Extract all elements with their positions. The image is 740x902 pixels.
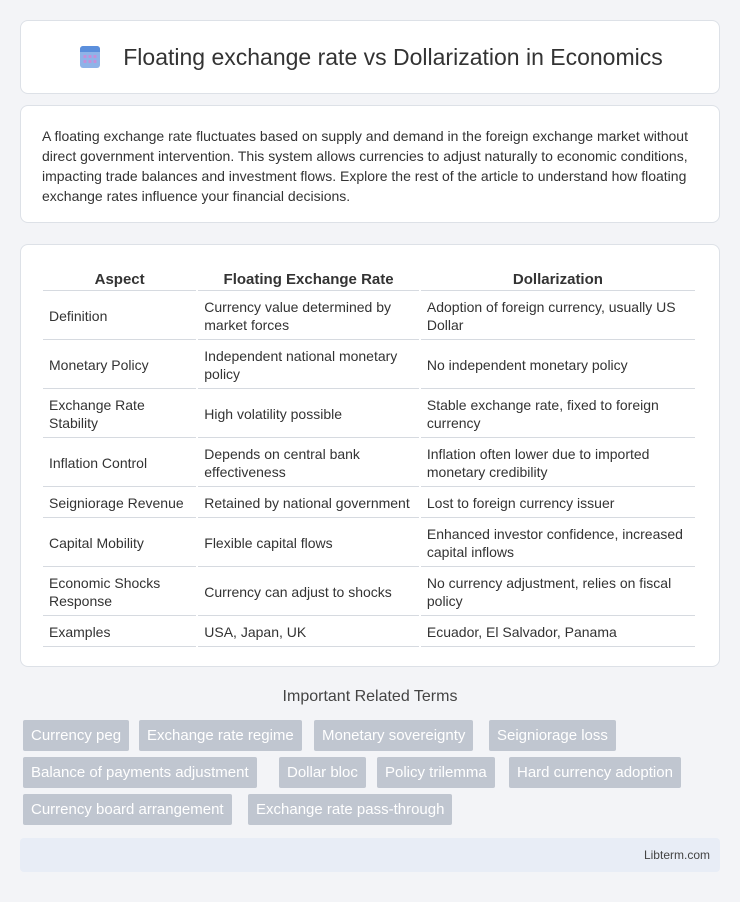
dollarization-cell: Adoption of foreign currency, usually US Dollar [421,293,695,340]
footer-site-link[interactable]: Libterm.com [643,848,710,862]
calculator-icon [77,44,103,70]
table-row [43,489,695,518]
floating-cell: Currency value determined by market forces [198,293,419,340]
tag-hard-currency-adoption[interactable]: Hard currency adoption [509,757,681,788]
table-row [43,391,695,438]
intro-card [20,105,720,223]
aspect-cell: Seigniorage Revenue [43,489,196,518]
floating-cell: High volatility possible [198,391,419,438]
header-floating: Floating Exchange Rate [198,267,419,291]
dollarization-cell: No independent monetary policy [421,342,695,389]
comparison-card [20,244,720,667]
dollarization-cell: Lost to foreign currency issuer [421,489,695,518]
floating-cell: USA, Japan, UK [198,618,419,647]
tag-policy-trilemma[interactable]: Policy trilemma [377,757,495,788]
aspect-cell: Exchange Rate Stability [43,391,196,438]
floating-cell: Depends on central bank effectiveness [198,440,419,487]
header-dollarization: Dollarization [421,267,695,291]
aspect-cell: Inflation Control [43,440,196,487]
tag-currency-peg[interactable]: Currency peg [23,720,129,751]
table-row [43,293,695,340]
table-row [43,440,695,487]
aspect-cell: Monetary Policy [43,342,196,389]
aspect-cell: Examples [43,618,196,647]
page-title: Floating exchange rate vs Dollarization in Economics [123,43,663,70]
tag-exchange-rate-pass-through[interactable]: Exchange rate pass-through [248,794,452,825]
dollarization-cell: Inflation often lower due to imported monetary credibility [421,440,695,487]
aspect-cell: Capital Mobility [43,520,196,567]
tag-balance-of-payments-adjustment[interactable]: Balance of payments adjustment [23,757,257,788]
table-row [43,342,695,389]
floating-cell: Flexible capital flows [198,520,419,567]
table-row [43,569,695,616]
tag-currency-board-arrangement[interactable]: Currency board arrangement [23,794,232,825]
intro-paragraph: A floating exchange rate fluctuates based on supply and demand in the foreign exchange market without direct government intervention. This system allows currencies to adjust naturally to economic conditions, impacting trade balances and investment flows. Explore the rest of the article to understand how floating exchange rates influence your financial decisions. [42,128,688,204]
floating-cell: Retained by national government [198,489,419,518]
tag-dollar-bloc[interactable]: Dollar bloc [279,757,366,788]
aspect-cell: Economic Shocks Response [43,569,196,616]
table-row [43,618,695,647]
dollarization-cell: Enhanced investor confidence, increased capital inflows [421,520,695,567]
tag-monetary-sovereignty[interactable]: Monetary sovereignty [314,720,473,751]
header-aspect: Aspect [43,267,196,291]
tag-seigniorage-loss[interactable]: Seigniorage loss [489,720,616,751]
comparison-table [41,265,697,649]
floating-cell: Independent national monetary policy [198,342,419,389]
dollarization-cell: Ecuador, El Salvador, Panama [421,618,695,647]
dollarization-cell: No currency adjustment, relies on fiscal policy [421,569,695,616]
table-header-row [43,267,695,291]
table-row [43,520,695,567]
aspect-cell: Definition [43,293,196,340]
title-card [20,20,720,94]
dollarization-cell: Stable exchange rate, fixed to foreign currency [421,391,695,438]
related-terms-title: Important Related Terms [282,688,458,705]
floating-cell: Currency can adjust to shocks [198,569,419,616]
tag-exchange-rate-regime[interactable]: Exchange rate regime [139,720,302,751]
footer [20,838,720,872]
